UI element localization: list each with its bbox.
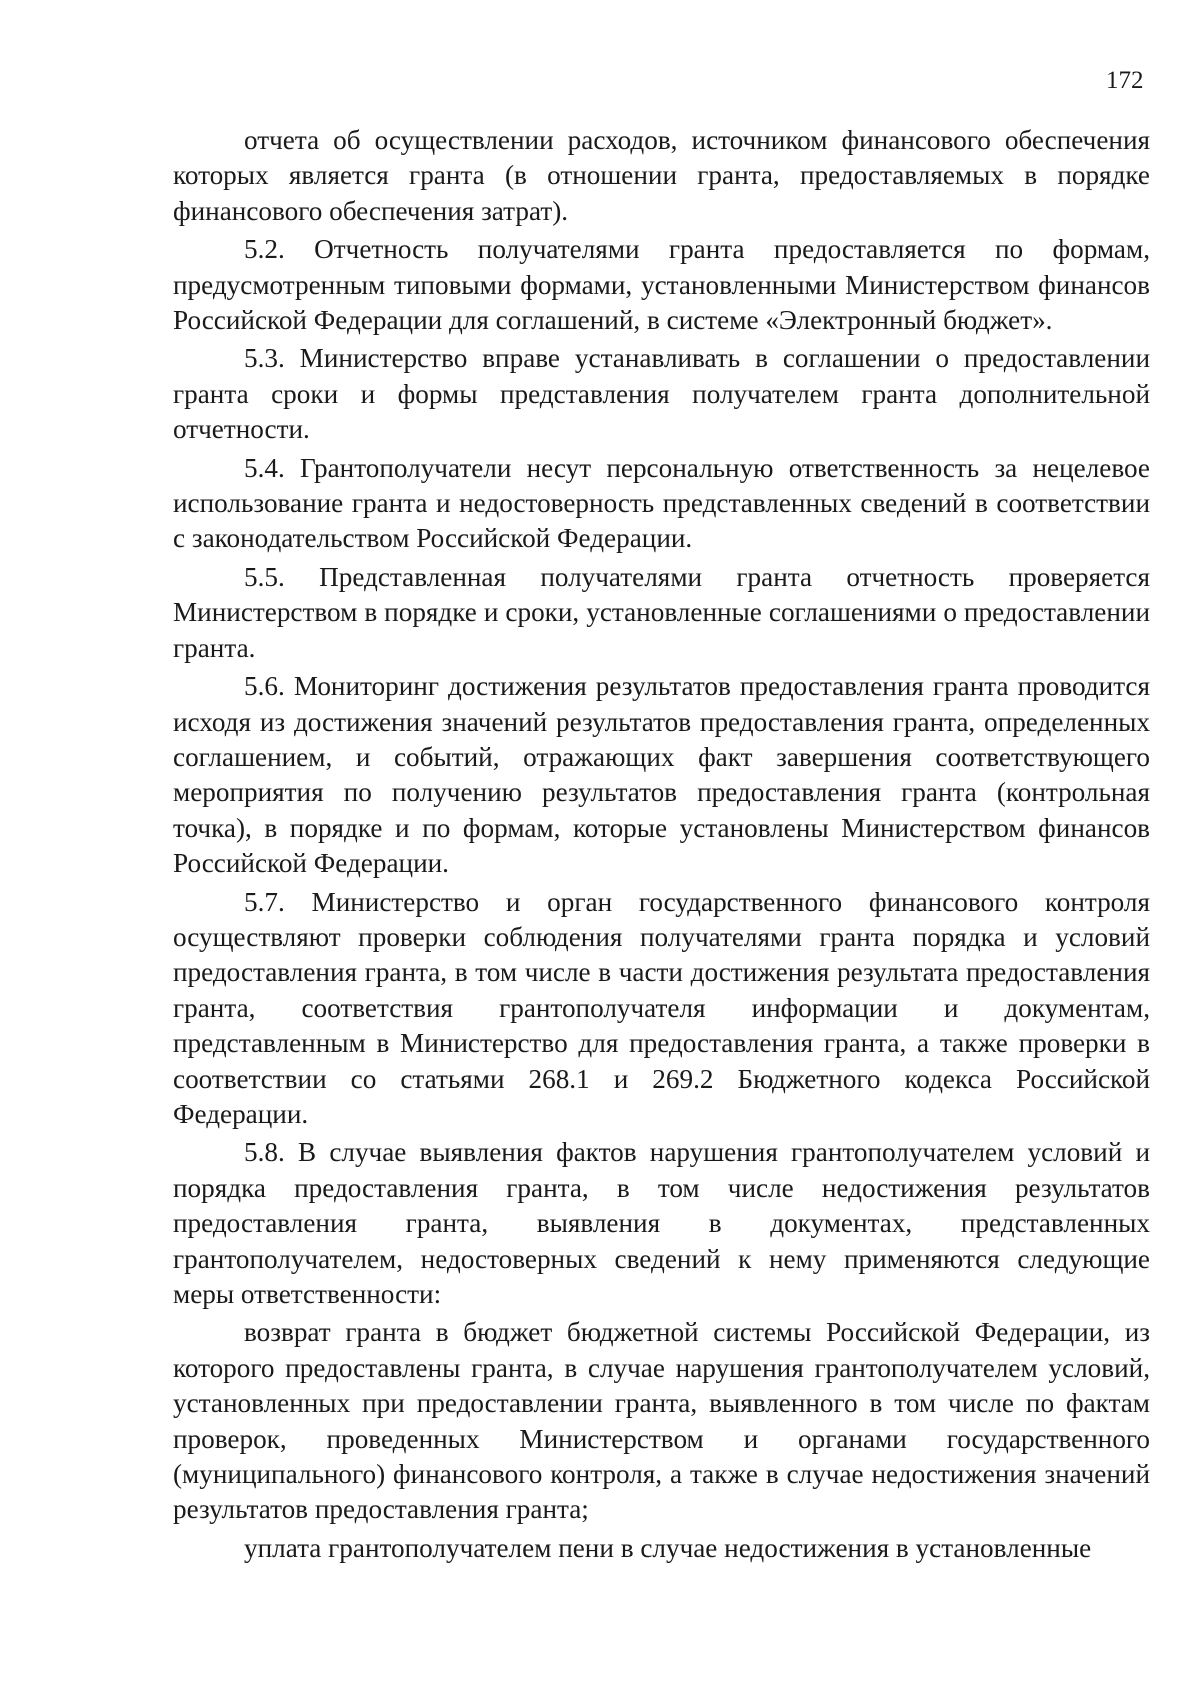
paragraph-continuation: отчета об осуществлении расходов, источником финансового обеспечения которых является гранта (в отношении гранта, предоставляемых в порядке финансового обеспечения затрат). <box>173 125 1150 226</box>
paragraph-5-4: 5.4. Грантополучатели несут персональную ответственность за нецелевое использование гранта и недостоверность представленных сведений в соответствии с законодательством Российской Федерации. <box>173 452 1150 554</box>
paragraph-5-6: 5.6. Мониторинг достижения результатов предоставления гранта проводится исходя из достижения значений результатов предоставления гранта, определенных соглашением, и событий, отражающих факт завершения соответствующего мероприятия по получению результатов предоставления гранта (контрольная точка), в порядке и по формам, которые установлены Министерством финансов Российской Федерации. <box>173 671 1150 879</box>
paragraph-5-3: 5.3. Министерство вправе устанавливать в соглашении о предоставлении гранта сроки и формы представления получателем гранта дополнительной отчетности. <box>173 343 1150 445</box>
paragraph-5-5: 5.5. Представленная получателями гранта отчетность проверяется Министерством в порядке и сроки, установленные соглашениями о предоставлении гранта. <box>173 561 1150 663</box>
paragraph-5-8: 5.8. В случае выявления фактов нарушения грантополучателем условий и порядка предоставления гранта, в том числе недостижения результатов предоставления гранта, выявления в документах, представленных грантополучателем, недостоверных сведений к нему применяются следующие меры ответственности: <box>173 1137 1150 1309</box>
paragraph-penalty-measure: уплата грантополучателем пени в случае недостижения в установленные <box>244 1532 1092 1563</box>
paragraph-5-2: 5.2. Отчетность получателями гранта предоставляется по формам, предусмотренным типовыми формами, установленными Министерством финансов Российской Федерации для соглашений, в системе «Электронный бюджет». <box>173 234 1150 336</box>
document-body <box>173 123 1150 1566</box>
paragraph-5-7: 5.7. Министерство и орган государственного финансового контроля осуществляют проверки соблюдения получателями гранта порядка и условий предоставления гранта, в том числе в части достижения результата предоставления гранта, соответствия грантополучателя информации и документам, представленным в Министерство для предоставления гранта, а также проверки в соответствии со статьями 268.1 и 269.2 Бюджетного кодекса Российской Федерации. <box>173 886 1150 1129</box>
paragraph-refund-measure: возврат гранта в бюджет бюджетной системы Российской Федерации, из которого предоставлены гранта, в случае нарушения грантополучателем условий, установленных при предоставлении гранта, выявленного в том числе по фактам проверок, проведенных Министерством и органами государственного (муниципального) финансового контроля, а также в случае недостижения значений результатов предоставления гранта; <box>173 1317 1150 1525</box>
page-number: 172 <box>1106 67 1144 94</box>
